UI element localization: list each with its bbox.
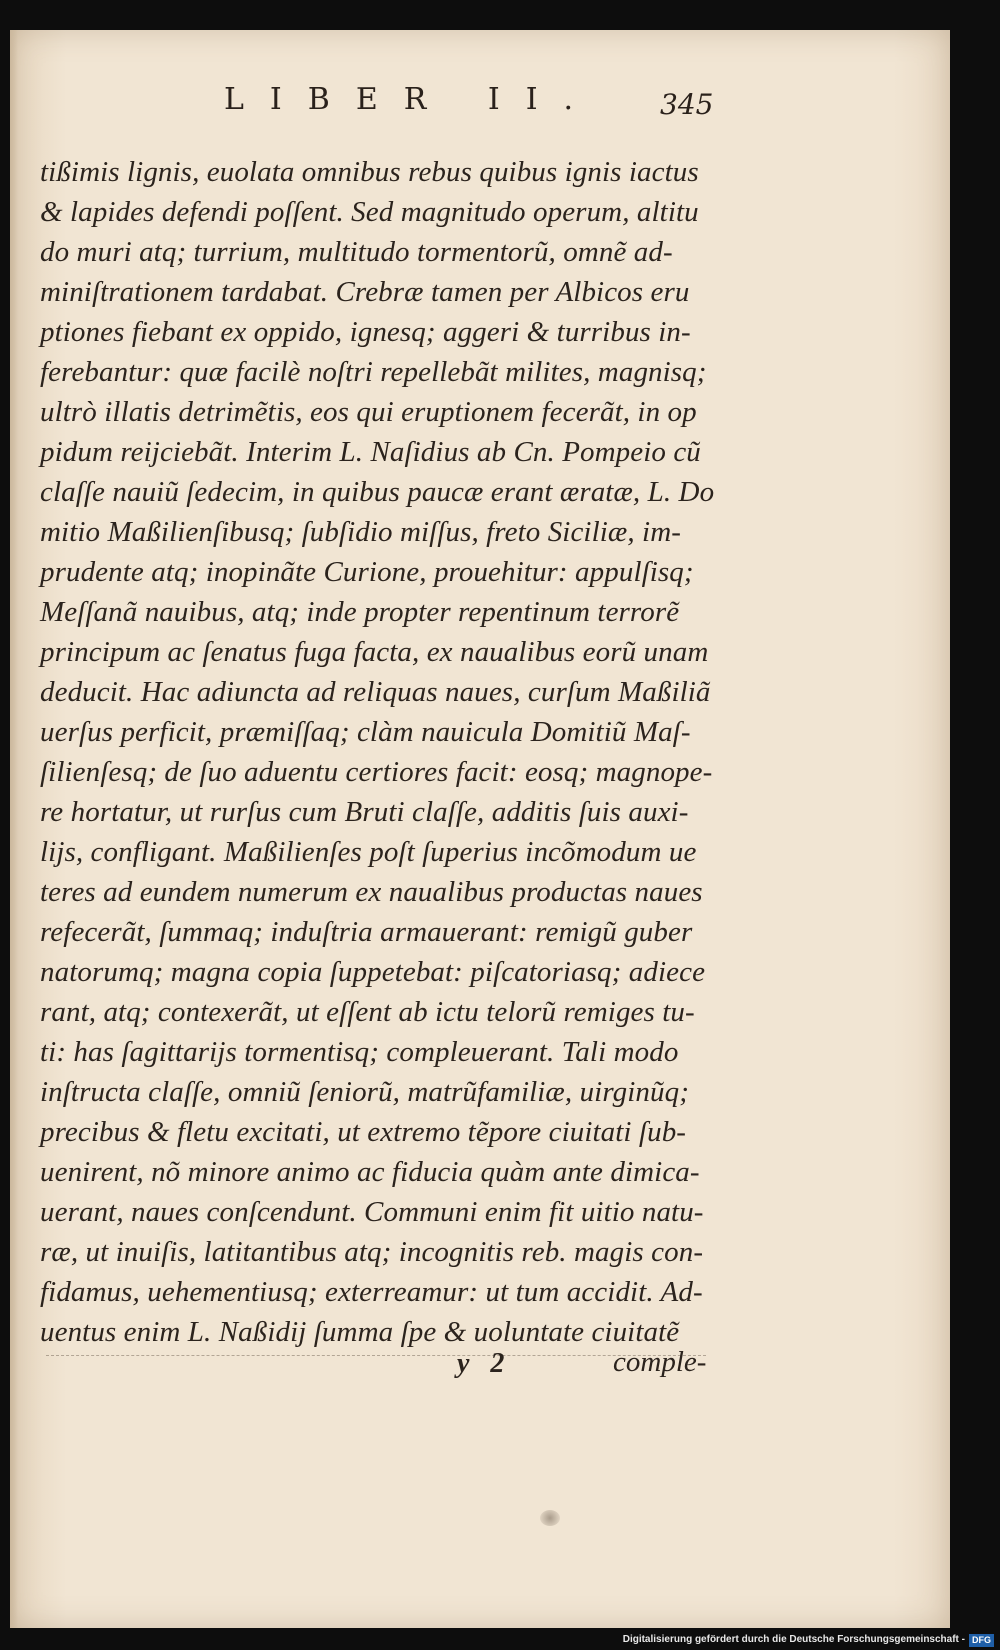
text-line: teres ad eundem numerum ex naualibus productas naues <box>40 876 703 908</box>
text-line: uentus enim L. Naßidij ſumma ſpe & uoluntate ciuitatẽ <box>40 1316 680 1348</box>
separator-line <box>46 1355 706 1357</box>
text-line: natorumq; magna copia ſuppetebat: piſcatoriasq; adiece <box>40 956 706 988</box>
text-line: pidum reijciebãt. Interim L. Naſidius ab Cn. Pompeio cũ <box>40 436 701 468</box>
text-line: precibus & fletu excitati, ut extremo tẽpore ciuitati ſub- <box>40 1116 687 1148</box>
book-page <box>10 30 950 1628</box>
text-line: ti: has ſagittarijs tormentisq; compleuerant. Tali modo <box>40 1036 679 1068</box>
text-line: ferebantur: quæ facilè noſtri repellebãt milites, magnisq; <box>40 356 707 388</box>
text-line: do muri atq; turrium, multitudo tormentorũ, omnẽ ad- <box>40 236 673 268</box>
signature-mark: y 2 <box>457 1348 505 1379</box>
page-header <box>10 82 950 122</box>
text-line: uenirent, nõ minore animo ac fiducia quàm ante dimica- <box>40 1156 700 1188</box>
text-line: lijs, confligant. Maßilienſes poſt ſuperius incõmodum ue <box>40 836 697 868</box>
text-line: mitio Maßilienſibusq; ſubſidio miſſus, freto Siciliæ, im- <box>40 516 681 548</box>
text-line: ræ, ut inuiſis, latitantibus atq; incognitis reb. magis con- <box>40 1236 704 1268</box>
text-line: tißimis lignis, euolata omnibus rebus quibus ignis iactus <box>40 156 699 188</box>
body-text <box>40 152 740 1352</box>
text-line: fidamus, uehementiusq; exterreamur: ut tum accidit. Ad- <box>40 1276 703 1308</box>
text-line: ſilienſesq; de ſuo aduentu certiores facit: eosq; magnope- <box>40 756 713 788</box>
catchword: comple- <box>613 1346 707 1378</box>
text-line: ptiones fiebant ex oppido, ignesq; aggeri & turribus in- <box>40 316 691 348</box>
text-line: re hortatur, ut rurſus cum Bruti claſſe, additis ſuis auxi- <box>40 796 689 828</box>
text-line: inſtructa claſſe, omniũ ſeniorũ, matrũfamiliæ, uirginũq; <box>40 1076 689 1108</box>
text-line: Meſſanã nauibus, atq; inde propter repentinum terrorẽ <box>40 596 680 628</box>
running-title: LIBER II. <box>224 82 600 117</box>
text-line: deducit. Hac adiuncta ad reliquas naues, curſum Maßiliã <box>40 676 711 708</box>
page-number: 345 <box>660 88 714 121</box>
text-line: uerant, naues conſcendunt. Communi enim fit uitio natu- <box>40 1196 704 1228</box>
text-line: uerſus perficit, præmiſſaq; clàm nauicula Domitiũ Maſ- <box>40 716 691 748</box>
digitization-credit <box>623 1630 1000 1650</box>
ink-stain <box>540 1510 560 1526</box>
text-line: principum ac ſenatus fuga facta, ex naualibus eorũ unam <box>40 636 709 668</box>
text-line: rant, atq; contexerãt, ut eſſent ab ictu telorũ remiges tu- <box>40 996 695 1028</box>
text-line: miniſtrationem tardabat. Crebræ tamen per Albicos eru <box>40 276 690 308</box>
text-line: refecerãt, ſummaq; induſtria armauerant: remigũ guber <box>40 916 693 948</box>
text-line: prudente atq; inopinãte Curione, prouehitur: appulſisq; <box>40 556 694 588</box>
text-line: & lapides defendi poſſent. Sed magnitudo operum, altitu <box>40 196 699 228</box>
credit-text: Digitalisierung gefördert durch die Deutsche Forschungsgemeinschaft - <box>622 1634 965 1645</box>
text-line: claſſe nauiũ ſedecim, in quibus paucæ erant æratæ, L. Do <box>40 476 715 508</box>
text-line: ultrò illatis detrimẽtis, eos qui eruptionem fecerãt, in op <box>40 396 697 428</box>
dfg-logo-icon: DFG <box>969 1634 994 1647</box>
